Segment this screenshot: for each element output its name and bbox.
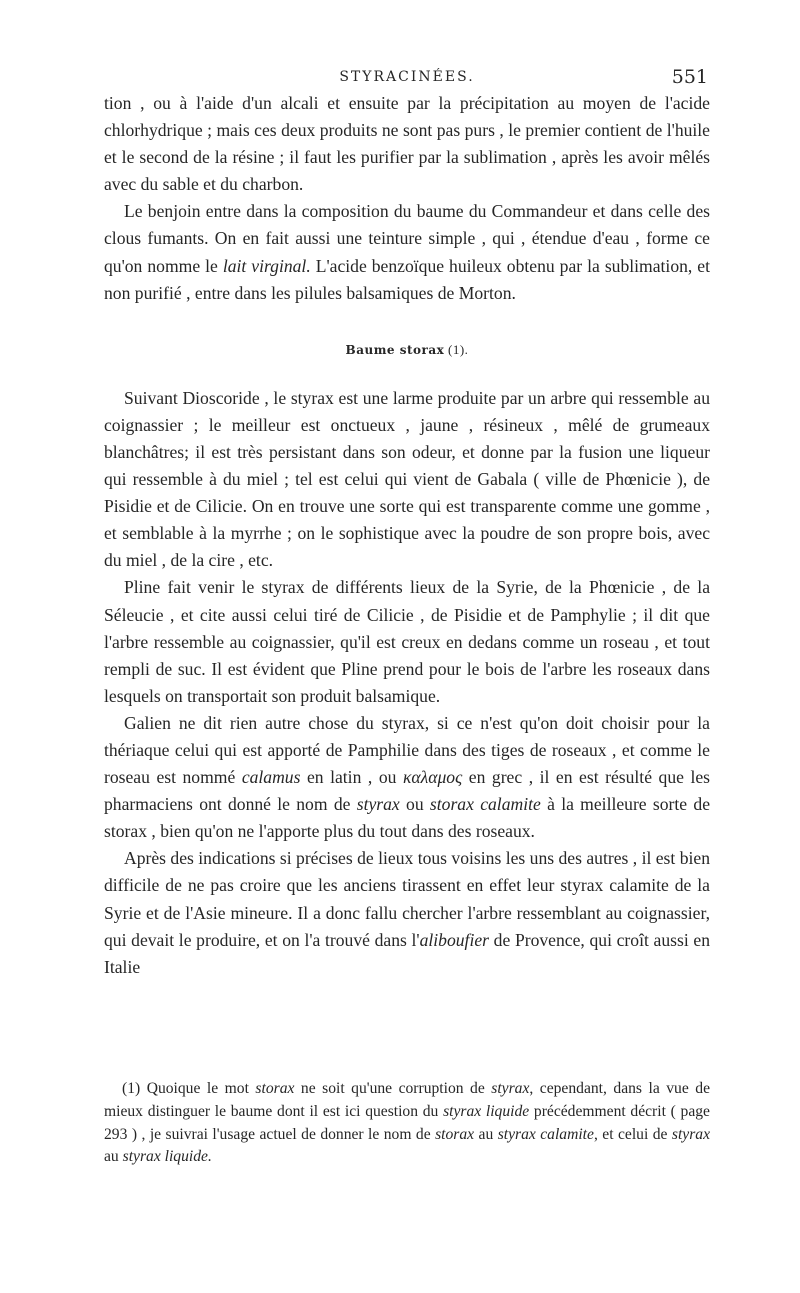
text-run: en latin , ou [300, 767, 403, 788]
section-title [104, 340, 710, 360]
body-text [104, 90, 710, 981]
text-run: précédemment décrit ( page 293 ) , je suivrai l'usage actuel de donner le nom de [104, 1102, 710, 1143]
running-title: STYRACINÉES. [339, 69, 475, 85]
italic-term: styrax liquide [443, 1102, 530, 1120]
italic-term: styrax [671, 1125, 710, 1143]
italic-term: styrax liquide. [122, 1148, 212, 1166]
italic-term: styrax [356, 794, 400, 815]
running-head [104, 64, 710, 90]
italic-term: lait virginal. [222, 255, 311, 276]
text-run: Quoique le mot [140, 1080, 256, 1097]
italic-term: styrax [491, 1080, 530, 1097]
text-run: , et celui de [593, 1125, 672, 1143]
paragraph-galien [104, 710, 710, 845]
italic-term: storax [255, 1080, 295, 1097]
italic-term: storax [435, 1125, 475, 1143]
footnote-marker: (1) [122, 1080, 141, 1097]
italic-term: aliboufier [419, 929, 489, 950]
italic-term: storax calamite [429, 794, 541, 815]
greek-term: καλαμος [402, 767, 463, 788]
text-run: de Provence, qui croît aussi en Italie [104, 929, 710, 977]
italic-term: calamus [241, 767, 301, 788]
footnote-reference: (1). [448, 341, 469, 357]
text-run: L'acide benzoïque huileux obtenu par la sublimation, et non purifié , entre dans les pilules balsamiques de Morton. [104, 255, 710, 303]
paragraph-dioscoride: Suivant Dioscoride , le styrax est une larme produite par un arbre qui ressemble au coignassier ; le meilleur est onctueux , jaune , résineux , mêlé de grumeaux blanchâtres; il est très persistant dans son odeur, et donne par la fusion une liqueur qui ressemble à du miel ; tel est celui qui vient de Gabala ( ville de Phœnicie ), de Pisidie et de Cilicie. On en trouve une sorte qui est transparente comme une gomme , et semblable à la myrrhe ; on le sophistique avec la poudre de son propre bois, avec du miel , de la cire , etc. [104, 387, 710, 571]
text-run: Le benjoin entre dans la composition du baume du Commandeur et dans celle des clous fumants. On en fait aussi une teinture simple , qui , étendue d'eau , forme ce qu'on nomme le [104, 201, 710, 276]
italic-term: styrax calamite [497, 1125, 594, 1143]
text-run: Après des indications si précises de lieux tous voisins les uns des autres , il est bien difficile de ne pas croire que les anciens tirassent en effet leur styrax calamite de la Syrie et de l'Asie mineure. Il a donc fallu chercher l'arbre ressemblant au coignassier, qui devait le produire, et on l'a trouvé dans l' [104, 848, 710, 950]
paragraph-pline: Pline fait venir le styrax de différents lieux de la Syrie, de la Phœnicie , de la Séleucie , et cite aussi celui tiré de Cilicie , de Pisidie et de Pamphylie ; il dit que l'arbre ressemble au coignassier, qu'il est creux en dedans comme un roseau , et tout rempli de suc. Il est évident que Pline prend pour le bois de l'arbre les roseaux dans lesquels on transportait son produit balsamique. [104, 577, 710, 706]
page-number: 551 [671, 66, 708, 88]
section-title-text: Baume storax [345, 342, 445, 357]
paragraph-continuation: tion , ou à l'aide d'un alcali et ensuite par la précipitation au moyen de l'acide chlorhydrique ; mais ces deux produits ne sont pas purs , le premier contient de l'huile et le second de la résine ; il faut les purifier par la sublimation , après les avoir mêlés avec du sable et du charbon. [104, 93, 710, 195]
text-run: Galien ne dit rien autre chose du styrax, si ce n'est qu'on doit choisir pour la thériaque celui qui est apporté de Pamphilie dans des tiges de roseaux , et comme le roseau est nommé [104, 712, 710, 788]
text-run: ne soit qu'une corruption de [294, 1080, 492, 1097]
footnote-text [104, 1078, 710, 1169]
text-run: en grec , il en est résulté que les pharmaciens ont donné le nom de [104, 767, 710, 815]
footnote [104, 1078, 710, 1169]
text-run: ou [399, 794, 430, 815]
text-run: à la meilleure sorte de storax , bien qu'on ne l'apporte plus du tout dans des roseaux. [104, 794, 711, 842]
text-run: au [104, 1148, 123, 1166]
text-run: , cependant, dans la vue de mieux distinguer le baume dont il est ici question du [104, 1080, 710, 1120]
text-run: au [474, 1125, 498, 1143]
paragraph-benjoin [104, 198, 710, 306]
paragraph-apres [104, 845, 710, 980]
